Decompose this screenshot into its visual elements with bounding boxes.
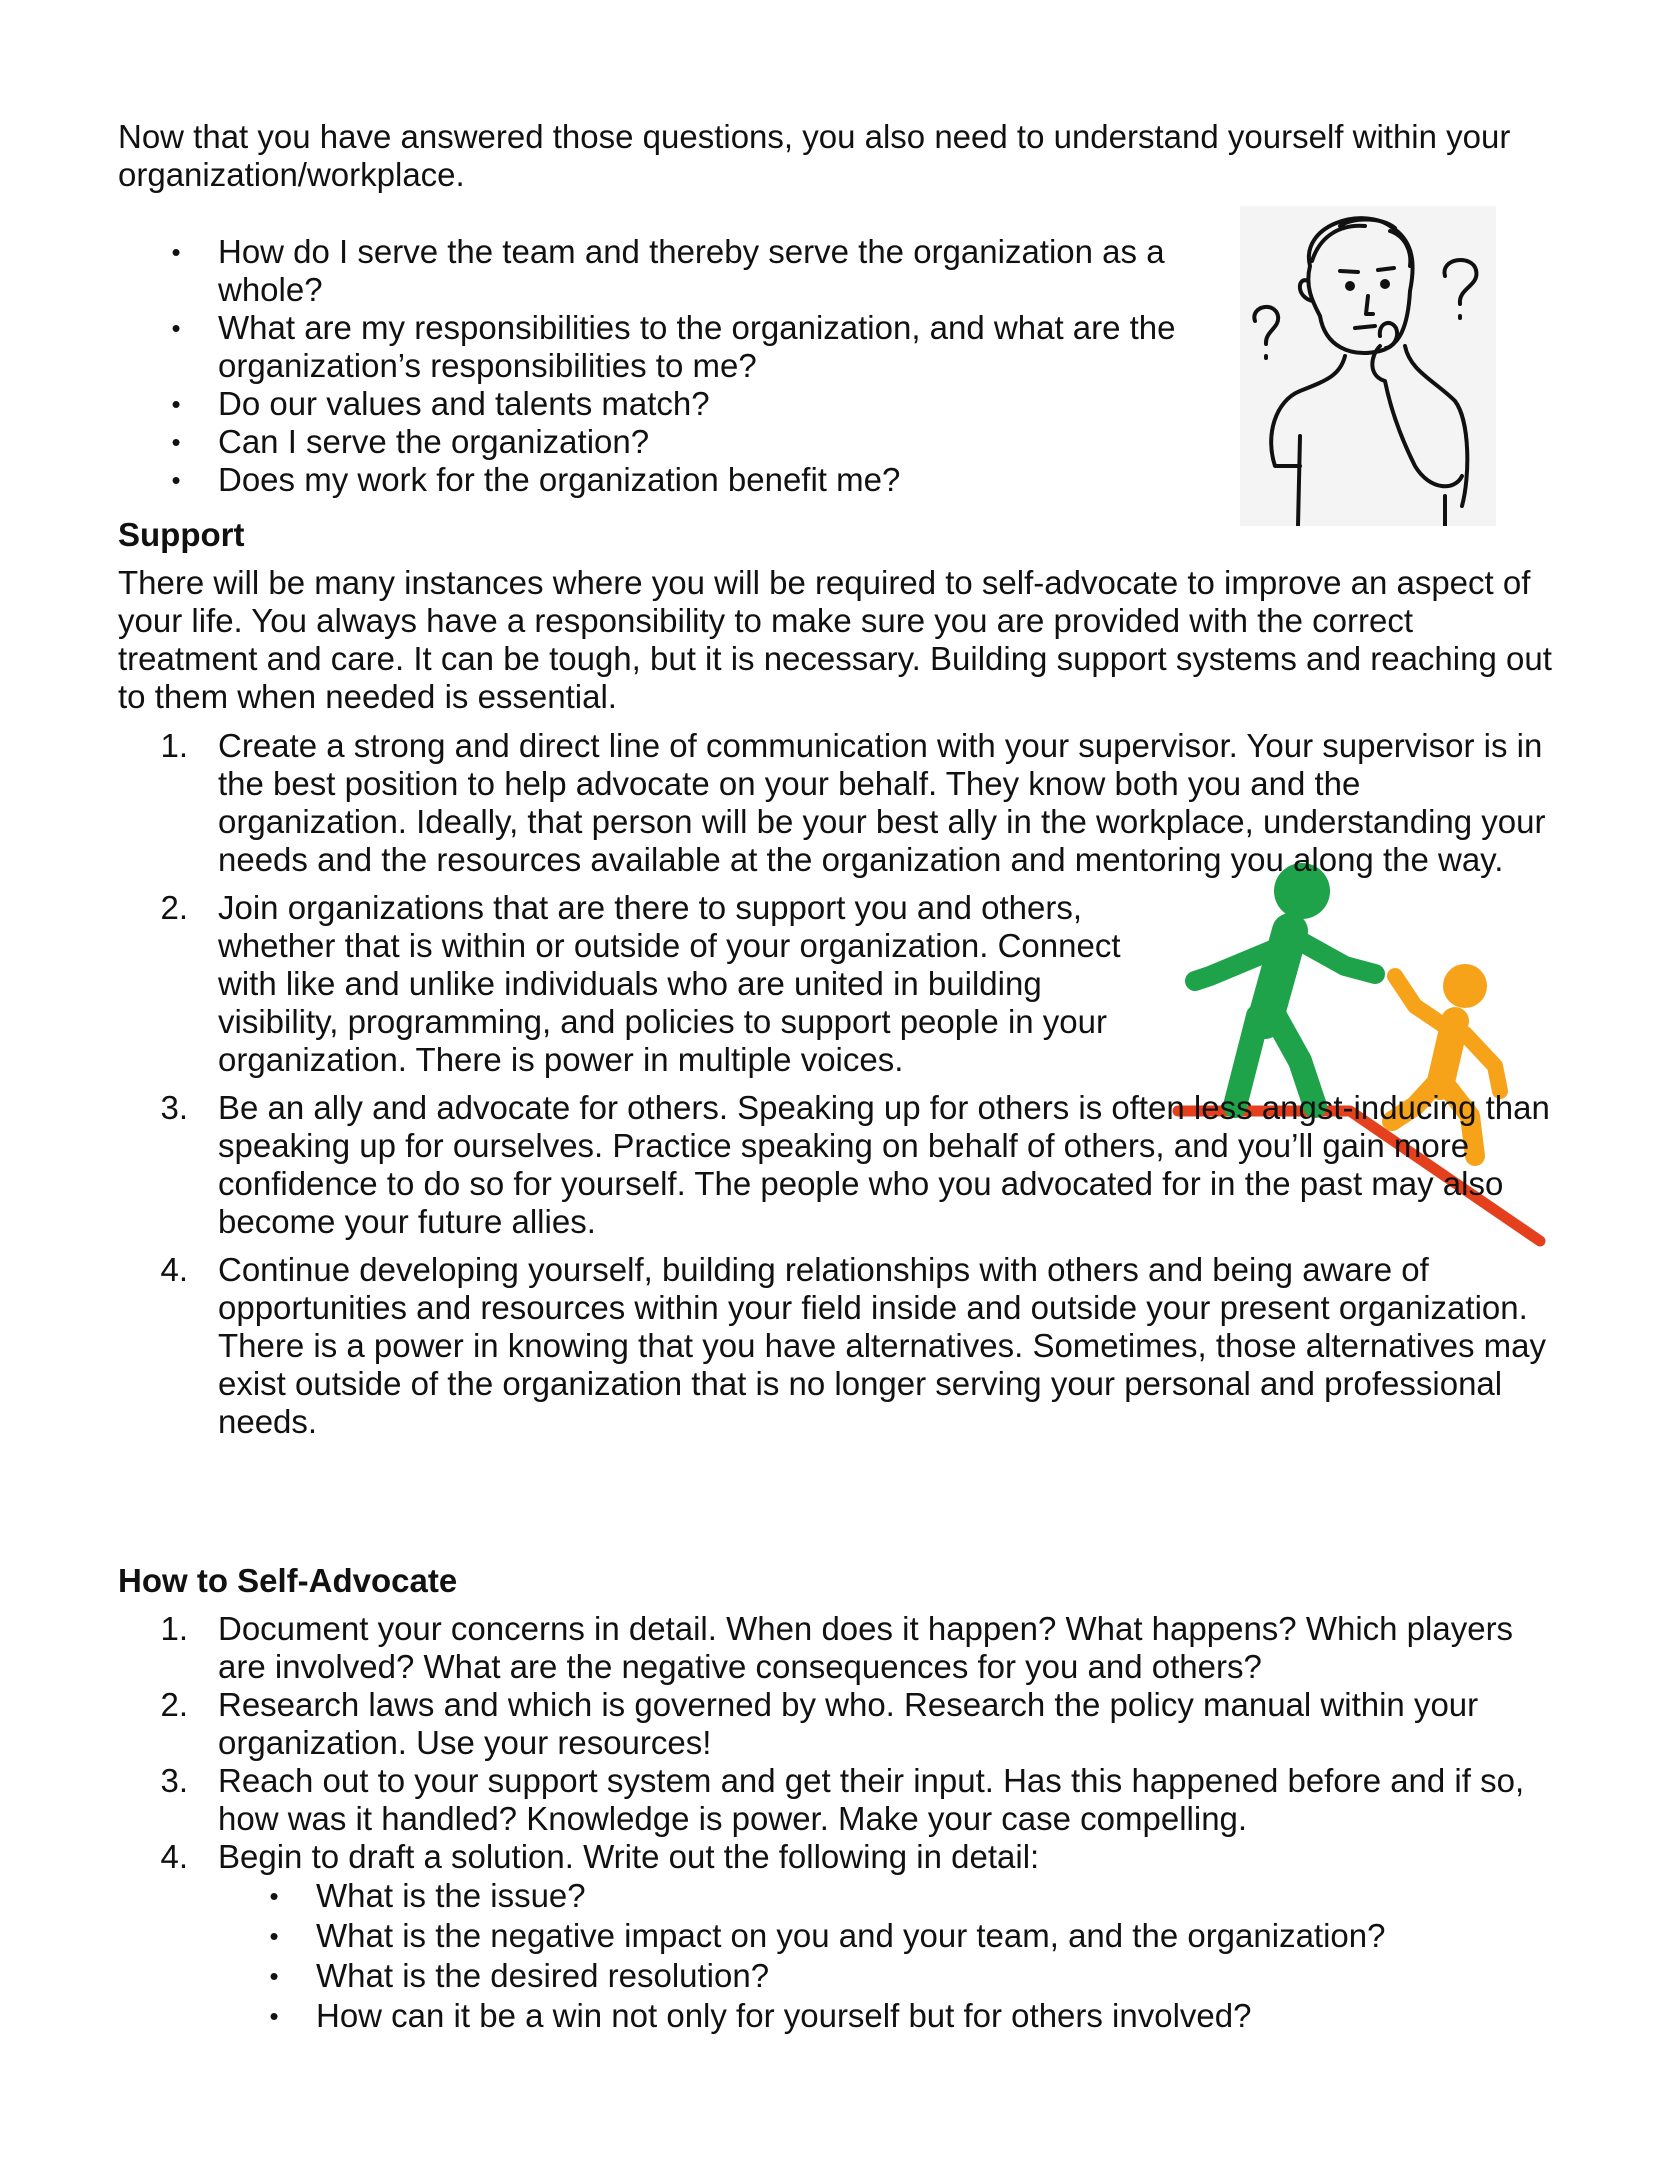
- list-item: • Can I serve the organization?: [218, 423, 1218, 461]
- bullet-marker: •: [269, 1921, 279, 1951]
- list-item-text: Be an ally and advocate for others. Speaking up for others is often less angst-inducing than speaking up for ourselves. Practice speaking on behalf of others, and you’ll gain more confidence to do so for yourself. The people who you advocated for in the past may also become your future allies.: [218, 1089, 1550, 1240]
- bullet-marker: •: [171, 427, 181, 457]
- support-paragraph: There will be many instances where you will be required to self-advocate to improve an aspect of your life. You always have a responsibility to make sure you are provided with the correct treatment and care. It can be tough, but it is necessary. Building support systems and reaching out to them when needed is essential.: [118, 564, 1552, 715]
- bullet-marker: •: [171, 389, 181, 419]
- intro-paragraph: Now that you have answered those questions, you also need to understand yourself within your organization/workplace.: [118, 118, 1511, 193]
- bullet-marker: •: [171, 313, 181, 343]
- list-number: 3.: [160, 1762, 188, 1799]
- list-item: [160, 1251, 1558, 1441]
- bullet-marker: •: [171, 237, 181, 267]
- list-item-text: Reach out to your support system and get their input. Has this happened before and if so, how was it handled? Knowledge is power. Make your case compelling.: [218, 1762, 1525, 1837]
- list-number: 3.: [160, 1089, 188, 1126]
- list-item: • Do our values and talents match?: [218, 385, 1218, 423]
- list-item-text: Research laws and which is governed by who. Research the policy manual within your organization. Use your resources!: [218, 1686, 1479, 1761]
- org-questions-list: [171, 233, 1218, 499]
- self-advocate-steps-list: [160, 1610, 1558, 1876]
- list-item: [160, 1762, 1558, 1838]
- list-item: • How do I serve the team and thereby serve the organization as a whole?: [218, 233, 1218, 309]
- list-number: 4.: [160, 1251, 188, 1288]
- solution-sub-list: [269, 1876, 1516, 2036]
- list-number: 1.: [160, 1610, 188, 1647]
- list-item: • What are my responsibilities to the organization, and what are the organization’s responsibilities to me?: [218, 309, 1218, 385]
- list-item-text: Document your concerns in detail. When does it happen? What happens? Which players are involved? What are the negative consequences for you and others?: [218, 1610, 1514, 1685]
- list-item: [160, 1610, 1558, 1686]
- list-item: [160, 727, 1558, 879]
- support-steps-list: [160, 727, 1558, 1441]
- list-item: • What is the issue?: [316, 1876, 1516, 1916]
- self-advocate-heading: How to Self-Advocate: [118, 1562, 458, 1599]
- list-number: 4.: [160, 1838, 188, 1875]
- list-item-text: Begin to draft a solution. Write out the following in detail:: [218, 1838, 1040, 1875]
- bullet-marker: •: [269, 1961, 279, 1991]
- list-item: [160, 889, 1558, 1079]
- list-item: • How can it be a win not only for yourself but for others involved?: [316, 1996, 1516, 2036]
- bullet-marker: •: [269, 2001, 279, 2031]
- list-item: • What is the desired resolution?: [316, 1956, 1516, 1996]
- bullet-marker: •: [269, 1881, 279, 1911]
- list-number: 2.: [160, 889, 188, 926]
- support-heading: Support: [118, 516, 245, 553]
- list-item: [160, 1089, 1558, 1241]
- list-item-text: Join organizations that are there to support you and others, whether that is within or outside of your organization. Connect with like and unlike individuals who are united in building visibility, programming, and policies to support people in your organization. There is power in multiple voices.: [218, 889, 1121, 1078]
- list-item: [160, 1686, 1558, 1762]
- list-item-text: Continue developing yourself, building relationships with others and being aware of opportunities and resources within your field inside and outside your present organization. There is a power in knowing that you have alternatives. Sometimes, those alternatives may exist outside of the organization that is no longer serving your personal and professional needs.: [218, 1251, 1546, 1440]
- list-item-text: Create a strong and direct line of communication with your supervisor. Your supervisor is in the best position to help advocate on your behalf. They know both you and the organization. Ideally, that person will be your best ally in the workplace, understanding your needs and the resources available at the organization and mentoring you along the way.: [218, 727, 1546, 878]
- list-item: [160, 1838, 1558, 1876]
- list-item: • What is the negative impact on you and your team, and the organization?: [316, 1916, 1516, 1956]
- thinking-person-icon: [1240, 206, 1496, 526]
- bullet-marker: •: [171, 465, 181, 495]
- list-number: 1.: [160, 727, 188, 764]
- list-item: • Does my work for the organization benefit me?: [218, 461, 1218, 499]
- list-number: 2.: [160, 1686, 188, 1723]
